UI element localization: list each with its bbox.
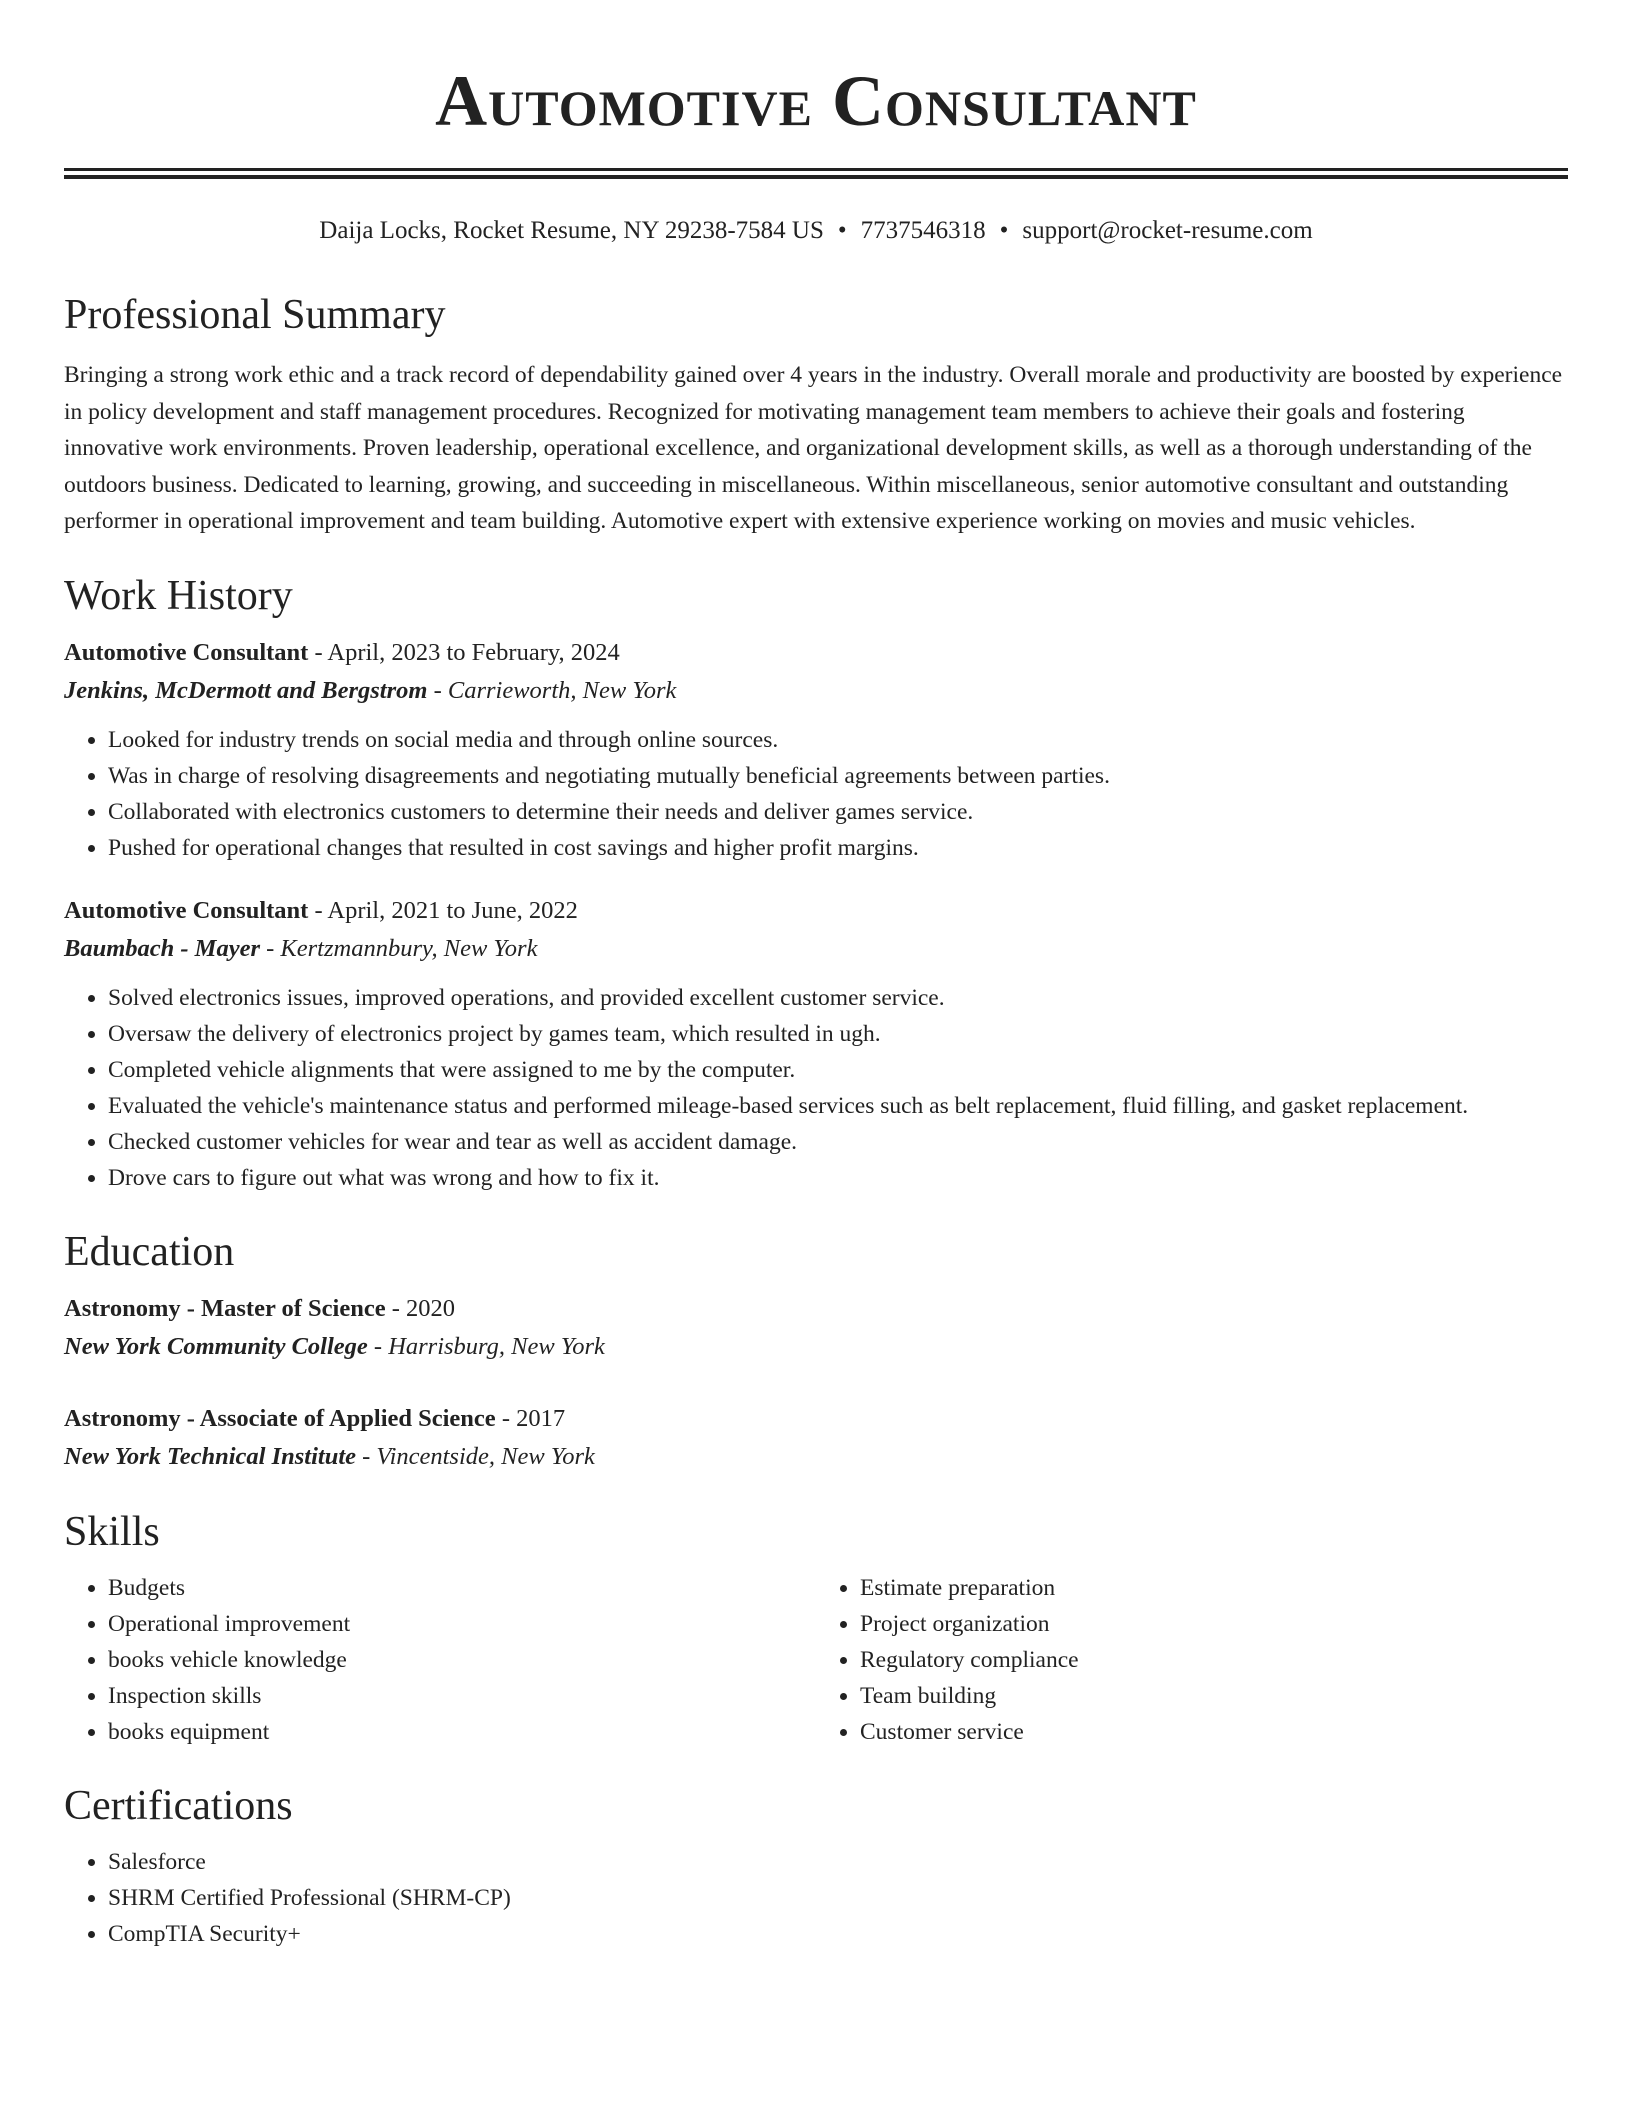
work-history-section — [64, 570, 1568, 1196]
education-entry — [64, 1290, 1568, 1366]
certification-item: • CompTIA Security+ — [108, 1916, 1568, 1952]
job-title: Automotive Consultant — [64, 896, 309, 924]
title-divider — [64, 168, 1568, 179]
job-location: - Carrieworth, New York — [427, 676, 677, 704]
degree-line — [64, 1400, 1568, 1438]
job-bullet: • Looked for industry trends on social media and through online sources. — [108, 722, 1568, 758]
education-entry — [64, 1400, 1568, 1476]
job-title-line — [64, 892, 1568, 930]
skill-item: • Estimate preparation — [860, 1570, 1568, 1606]
job-entry — [64, 634, 1568, 866]
certification-item: • Salesforce — [108, 1844, 1568, 1880]
skill-item: • Team building — [860, 1678, 1568, 1714]
job-bullet: • Checked customer vehicles for wear and tear as well as accident damage. — [108, 1124, 1568, 1160]
school-location: - Harrisburg, New York — [367, 1332, 605, 1360]
contact-line — [64, 215, 1568, 247]
job-title: Automotive Consultant — [64, 638, 309, 666]
job-bullet: • Drove cars to figure out what was wrong and how to fix it. — [108, 1160, 1568, 1196]
job-company: Jenkins, McDermott and Bergstrom — [64, 676, 428, 704]
skills-heading: Skills — [64, 1508, 160, 1555]
skills-column-right — [816, 1570, 1568, 1750]
skill-item: • Regulatory compliance — [860, 1642, 1568, 1678]
skills-column-left — [64, 1570, 816, 1750]
school: New York Technical Institute — [64, 1442, 357, 1470]
skill-item: • books vehicle knowledge — [108, 1642, 816, 1678]
job-dates: - April, 2023 to February, 2024 — [308, 638, 620, 666]
school-location: - Vincentside, New York — [356, 1442, 595, 1470]
skill-item: • Inspection skills — [108, 1678, 816, 1714]
resume-title: Automotive Consultant — [435, 61, 1197, 141]
skills-grid — [64, 1570, 1568, 1750]
job-bullets — [64, 980, 1568, 1196]
job-title-line — [64, 634, 1568, 672]
summary-heading: Professional Summary — [64, 292, 446, 338]
work-history-heading: Work History — [64, 572, 293, 619]
skills-section — [64, 1506, 1568, 1750]
school-line — [64, 1328, 1568, 1366]
degree-line — [64, 1290, 1568, 1328]
school-line — [64, 1438, 1568, 1476]
contact-phone: 7737546318 — [860, 217, 986, 244]
job-bullet: • Completed vehicle alignments that were assigned to me by the computer. — [108, 1052, 1568, 1088]
education-heading: Education — [64, 1228, 235, 1275]
job-company: Baumbach - Mayer — [64, 934, 260, 962]
degree-year: - 2020 — [385, 1294, 456, 1322]
education-section — [64, 1226, 1568, 1476]
skill-item: • books equipment — [108, 1714, 816, 1750]
degree: Astronomy - Master of Science — [64, 1294, 386, 1322]
job-company-line — [64, 672, 1568, 710]
job-bullet: • Collaborated with electronics customers to determine their needs and deliver games service. — [108, 794, 1568, 830]
contact-separator: • — [837, 217, 847, 244]
degree: Astronomy - Associate of Applied Science — [64, 1404, 496, 1432]
contact-email: support@rocket-resume.com — [1022, 217, 1313, 244]
job-bullet: • Evaluated the vehicle's maintenance status and performed mileage-based services such as belt replacement, fluid filling, and gasket replacement. — [108, 1088, 1568, 1124]
job-bullet: • Was in charge of resolving disagreements and negotiating mutually beneficial agreements between parties. — [108, 758, 1568, 794]
certifications-heading: Certifications — [64, 1782, 293, 1829]
certifications-list — [64, 1844, 1568, 1952]
contact-address: Daija Locks, Rocket Resume, NY 29238-7584 US — [319, 217, 824, 244]
contact-separator: • — [999, 217, 1009, 244]
skill-item: • Operational improvement — [108, 1606, 816, 1642]
certifications-section — [64, 1780, 1568, 1952]
summary-text: Bringing a strong work ethic and a track record of dependability gained over 4 years in the industry. Overall morale and productivity are boosted by experience in policy development and staff management procedures. Recognized for motivating management team members to achieve their goals and fostering innovative work environments. Proven leadership, operational excellence, and organizational development skills, as well as a thorough understanding of the outdoors business. Dedicated to learning, growing, and succeeding in miscellaneous. Within miscellaneous, senior automotive consultant and outstanding performer in operational improvement and team building. Automotive expert with extensive experience working on movies and music vehicles. — [64, 362, 1563, 534]
degree-year: - 2017 — [495, 1404, 566, 1432]
skill-item: • Customer service — [860, 1714, 1568, 1750]
job-bullet: • Oversaw the delivery of electronics project by games team, which resulted in ugh. — [108, 1016, 1568, 1052]
job-bullet: • Pushed for operational changes that resulted in cost savings and higher profit margins. — [108, 830, 1568, 866]
certification-item: • SHRM Certified Professional (SHRM-CP) — [108, 1880, 1568, 1916]
job-company-line — [64, 930, 1568, 968]
skill-item: • Budgets — [108, 1570, 816, 1606]
skill-item: • Project organization — [860, 1606, 1568, 1642]
school: New York Community College — [64, 1332, 368, 1360]
job-dates: - April, 2021 to June, 2022 — [308, 896, 578, 924]
job-bullets — [64, 722, 1568, 866]
job-entry — [64, 892, 1568, 1196]
job-bullet: • Solved electronics issues, improved operations, and provided excellent customer service. — [108, 980, 1568, 1016]
job-location: - Kertzmannbury, New York — [260, 934, 538, 962]
